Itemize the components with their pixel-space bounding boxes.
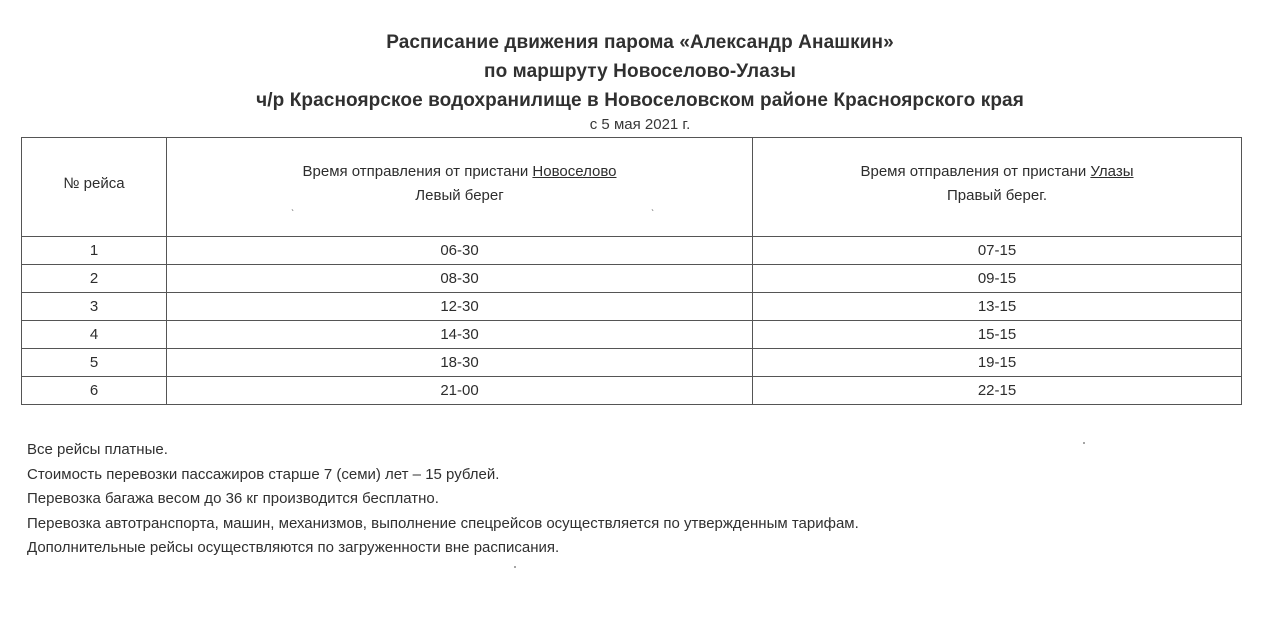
table-row bbox=[22, 265, 1242, 293]
header-right-bank: Правый берег. bbox=[946, 187, 1048, 204]
scan-speck bbox=[514, 566, 516, 568]
scan-mark: ˋ bbox=[651, 209, 655, 220]
table-row bbox=[22, 349, 1242, 377]
effective-date: с 5 мая 2021 г. bbox=[589, 116, 691, 133]
header-trip-number: № рейса bbox=[22, 138, 167, 237]
table-row bbox=[22, 321, 1242, 349]
scan-speck bbox=[1083, 442, 1085, 444]
title-location: ч/р Красноярское водохранилище в Новоселовском районе Красноярского края bbox=[256, 90, 1024, 111]
table-header-row bbox=[22, 138, 1242, 237]
left-departure-cell: 12-30 bbox=[167, 293, 753, 321]
header-right-place: Улазы bbox=[1090, 163, 1134, 180]
right-departure-cell: 13-15 bbox=[753, 293, 1242, 321]
left-departure-cell: 08-30 bbox=[167, 265, 753, 293]
header-left-bank: Левый берег bbox=[415, 187, 504, 204]
trip-number-cell: 1 bbox=[22, 237, 167, 265]
left-departure-cell: 21-00 bbox=[167, 377, 753, 405]
trip-number-cell: 5 bbox=[22, 349, 167, 377]
left-departure-cell: 14-30 bbox=[167, 321, 753, 349]
note-paid-trips: Все рейсы платные. bbox=[27, 441, 168, 458]
table-row bbox=[22, 377, 1242, 405]
left-departure-cell: 18-30 bbox=[167, 349, 753, 377]
header-left-prefix: Время отправления от пристани bbox=[302, 163, 533, 180]
right-departure-cell: 07-15 bbox=[753, 237, 1242, 265]
scan-mark: ˋ bbox=[291, 209, 295, 220]
title-route: по маршруту Новоселово-Улазы bbox=[484, 61, 796, 82]
note-extra-trips: Дополнительные рейсы осуществляются по загруженности вне расписания. bbox=[27, 539, 560, 556]
note-vehicle-tariffs: Перевозка автотранспорта, машин, механизмов, выполнение спецрейсов осуществляется по утвержденным тарифам. bbox=[27, 514, 859, 532]
right-departure-cell: 19-15 bbox=[753, 349, 1242, 377]
right-departure-cell: 15-15 bbox=[753, 321, 1242, 349]
note-passenger-fare: Стоимость перевозки пассажиров старше 7 (семи) лет – 15 рублей. bbox=[27, 465, 500, 483]
table-row bbox=[22, 237, 1242, 265]
header-left-place: Новоселово bbox=[532, 163, 617, 180]
header-right-pier bbox=[753, 138, 1242, 237]
trip-number-cell: 2 bbox=[22, 265, 167, 293]
right-departure-cell: 22-15 bbox=[753, 377, 1242, 405]
notes-section bbox=[27, 438, 859, 561]
trip-number-cell: 6 bbox=[22, 377, 167, 405]
table-row bbox=[22, 293, 1242, 321]
trip-number-cell: 4 bbox=[22, 321, 167, 349]
note-free-baggage: Перевозка багажа весом до 36 кг производится бесплатно. bbox=[27, 490, 439, 507]
title-ferry-name: Расписание движения парома «Александр Анашкин» bbox=[386, 32, 894, 53]
header-right-prefix: Время отправления от пристани bbox=[860, 163, 1091, 180]
left-departure-cell: 06-30 bbox=[167, 237, 753, 265]
trip-number-cell: 3 bbox=[22, 293, 167, 321]
schedule-table bbox=[21, 137, 1242, 405]
document-header bbox=[0, 28, 1280, 135]
right-departure-cell: 09-15 bbox=[753, 265, 1242, 293]
header-left-pier bbox=[167, 138, 753, 237]
